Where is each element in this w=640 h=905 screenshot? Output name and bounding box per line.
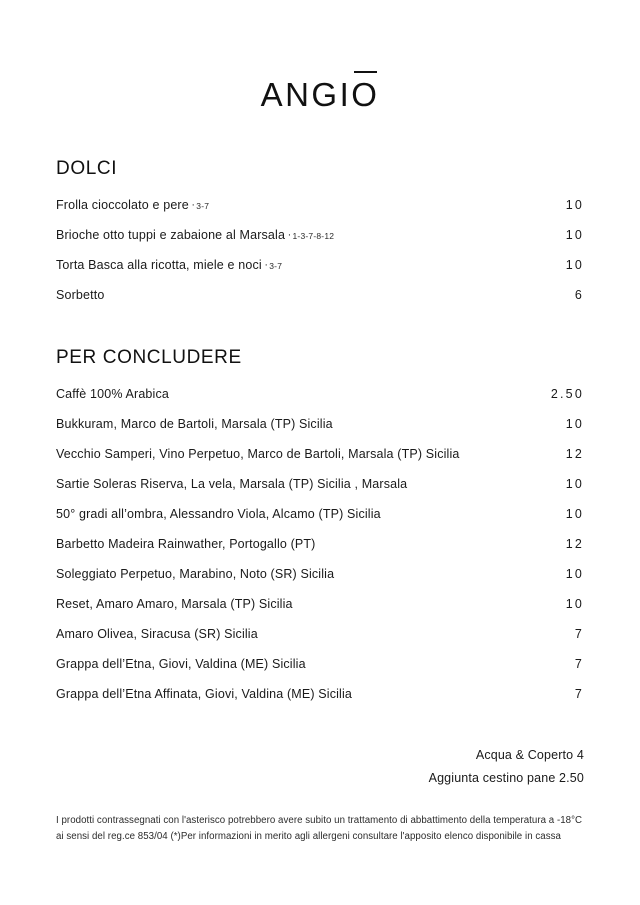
menu-item-price: 2.50: [550, 386, 584, 401]
allergen-code-text: 3-7: [269, 260, 283, 271]
menu-item-name: Soleggiato Perpetuo, Marabino, Noto (SR) Sicilia: [56, 566, 335, 581]
menu-item-name: Caffè 100% Arabica: [56, 386, 169, 401]
brand-logo-text: [261, 78, 380, 111]
section-title-dolci: DOLCI: [56, 158, 118, 179]
menu-item-row: [56, 619, 584, 649]
menu-item-name: Reset, Amaro Amaro, Marsala (TP) Sicilia: [56, 596, 293, 611]
allergen-code-text: 1-3-7-8-12: [292, 230, 335, 241]
extras-list: [56, 743, 584, 789]
menu-item-row: [56, 409, 584, 439]
menu-item-row: [56, 280, 584, 310]
menu-item-name: Frolla cioccolato e pere ·3-7: [56, 197, 210, 212]
menu-item-price: 10: [565, 257, 584, 272]
allergen-marker-icon: ·: [264, 258, 269, 271]
menu-item-price: 12: [565, 536, 584, 551]
menu-item-list-per-concludere: [56, 379, 584, 709]
menu-section-dolci: [56, 111, 584, 310]
menu-item-price: 10: [565, 227, 584, 242]
extra-charge-line: Aggiunta cestino pane 2.50: [428, 770, 584, 785]
menu-item-name: Torta Basca alla ricotta, miele e noci ·3-7: [56, 257, 283, 272]
menu-item-allergen-codes: [285, 228, 335, 241]
menu-item-row: [56, 439, 584, 469]
allergen-disclaimer: I prodotti contrassegnati con l'asterisco potrebbero avere subito un trattamento di abbattimento della temperatura a -18°C ai sensi del reg.ce 853/04 (*)Per informazioni in merito agli allergeni consultare l'apposito elenco disponibile in cassa: [56, 815, 583, 842]
menu-item-price: 7: [574, 626, 584, 641]
menu-item-name: Amaro Olivea, Siracusa (SR) Sicilia: [56, 626, 258, 641]
menu-item-row: [56, 379, 584, 409]
menu-item-price: 10: [565, 566, 584, 581]
section-title-per-concludere: PER CONCLUDERE: [56, 347, 242, 368]
menu-item-name: Sartie Soleras Riserva, La vela, Marsala (TP) Sicilia , Marsala: [56, 476, 408, 491]
menu-item-price: 7: [574, 656, 584, 671]
menu-item-price: 6: [574, 287, 584, 302]
menu-item-price: 10: [565, 596, 584, 611]
menu-item-row: [56, 499, 584, 529]
menu-item-allergen-codes: [262, 258, 283, 271]
menu-item-row: [56, 469, 584, 499]
menu-item-price: 7: [574, 686, 584, 701]
brand-logo-text-macron-o: O: [351, 76, 380, 113]
menu-item-price: 10: [565, 197, 584, 212]
menu-item-name: Sorbetto: [56, 287, 105, 302]
menu-item-price: 10: [565, 506, 584, 521]
menu-item-row: [56, 559, 584, 589]
allergen-marker-icon: ·: [191, 198, 196, 211]
menu-item-allergen-codes: [189, 198, 210, 211]
menu-item-list-dolci: [56, 190, 584, 310]
menu-item-name: Grappa dell’Etna Affinata, Giovi, Valdina (ME) Sicilia: [56, 686, 352, 701]
allergen-code-text: 3-7: [196, 200, 210, 211]
menu-item-name: Bukkuram, Marco de Bartoli, Marsala (TP) Sicilia: [56, 416, 333, 431]
menu-item-row: [56, 679, 584, 709]
menu-item-row: [56, 250, 584, 280]
menu-item-row: [56, 589, 584, 619]
menu-section-per-concludere: [56, 310, 584, 709]
menu-item-name: 50° gradi all’ombra, Alessandro Viola, Alcamo (TP) Sicilia: [56, 506, 381, 521]
menu-item-name: Grappa dell’Etna, Giovi, Valdina (ME) Sicilia: [56, 656, 306, 671]
menu-item-name: Barbetto Madeira Rainwather, Portogallo (PT): [56, 536, 316, 551]
menu-item-name: Vecchio Samperi, Vino Perpetuo, Marco de Bartoli, Marsala (TP) Sicilia: [56, 446, 460, 461]
allergen-marker-icon: ·: [287, 228, 292, 241]
extra-charge-line: Acqua & Coperto 4: [475, 747, 584, 762]
brand-logo: [56, 0, 584, 111]
menu-item-row: [56, 190, 584, 220]
menu-item-name: Brioche otto tuppi e zabaione al Marsala ·1-3-7-8-12: [56, 227, 335, 242]
menu-item-row: [56, 649, 584, 679]
menu-item-price: 12: [565, 446, 584, 461]
menu-item-row: [56, 529, 584, 559]
brand-logo-text-main: ANGI: [260, 76, 352, 113]
menu-item-row: [56, 220, 584, 250]
menu-item-price: 10: [565, 476, 584, 491]
menu-item-price: 10: [565, 416, 584, 431]
